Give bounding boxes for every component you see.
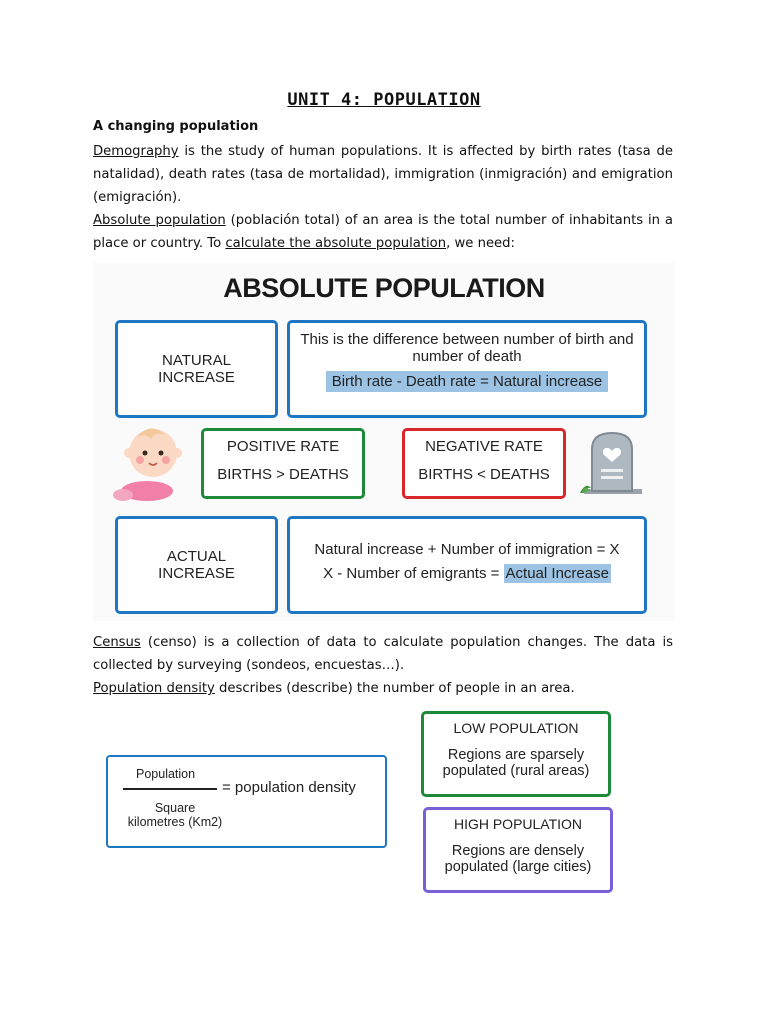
absolute-population-paragraph <box>93 209 673 255</box>
low-population-card <box>421 711 611 797</box>
formula-result: = population density <box>222 779 356 796</box>
natural-increase-description-card <box>287 320 647 418</box>
negative-rate-card <box>402 428 566 499</box>
census-text: (censo) is a collection of data to calculate population changes. The data is collected by surveying (sondeos, encuestas…). <box>93 635 673 673</box>
negative-rate-condition: BIRTHS < DEATHS <box>418 466 550 483</box>
actual-increase-formula-prefix: X - Number of emigrants = <box>323 565 504 582</box>
density-paragraph <box>93 677 673 700</box>
section-heading: A changing population <box>93 119 259 134</box>
positive-rate-card <box>201 428 365 499</box>
actual-increase-formula-2 <box>290 565 644 582</box>
positive-rate-condition: BIRTHS > DEATHS <box>217 466 349 483</box>
census-paragraph <box>93 631 673 677</box>
density-formula-card <box>106 755 387 848</box>
low-population-desc: Regions are sparsely populated (rural areas) <box>442 747 590 779</box>
demography-text: is the study of human populations. It is affected by birth rates (tasa de natalidad), death rates (tasa de mortalidad), immigration (inmigración) and emigration (emigración). <box>93 144 673 205</box>
census-term: Census <box>93 635 141 650</box>
natural-increase-description: This is the difference between number of birth and number of death <box>300 331 634 365</box>
high-population-desc: Regions are densely populated (large cities) <box>444 843 592 875</box>
actual-increase-card: ACTUAL INCREASE <box>115 516 278 614</box>
formula-numerator: Population <box>136 767 196 781</box>
formula-denominator: Square kilometres (Km2) <box>127 801 223 829</box>
actual-increase-description-card <box>287 516 647 614</box>
density-text: describes (describe) the number of people in an area. <box>214 681 575 696</box>
infographic-title: ABSOLUTE POPULATION <box>223 273 545 303</box>
demography-term: Demography <box>93 144 179 159</box>
low-population-title: LOW POPULATION <box>453 720 579 736</box>
absolute-population-infographic <box>93 263 675 621</box>
baby-icon <box>111 423 189 505</box>
positive-rate-title: POSITIVE RATE <box>226 438 340 455</box>
natural-increase-card: NATURAL INCREASE <box>115 320 278 418</box>
absolute-population-term: Absolute population <box>93 213 226 228</box>
demography-paragraph <box>93 140 673 209</box>
high-population-card <box>423 807 613 893</box>
density-term: Population density <box>93 681 215 696</box>
natural-increase-formula: Birth rate - Death rate = Natural increase <box>326 371 609 392</box>
actual-increase-formula-1: Natural increase + Number of immigration = X <box>314 541 620 558</box>
fraction-bar <box>123 788 217 790</box>
calculate-link-text: calculate the absolute population <box>225 236 447 251</box>
absolute-population-text: (población total) of an area is the total number of inhabitants in a place or country. To <box>93 213 674 251</box>
negative-rate-title: NEGATIVE RATE <box>425 438 543 455</box>
tombstone-icon <box>580 429 646 497</box>
actual-increase-highlight: Actual Increase <box>505 565 609 582</box>
page-title: UNIT 4: POPULATION <box>287 90 481 110</box>
absolute-population-text-end: , we need: <box>446 236 515 251</box>
high-population-title: HIGH POPULATION <box>453 816 583 832</box>
